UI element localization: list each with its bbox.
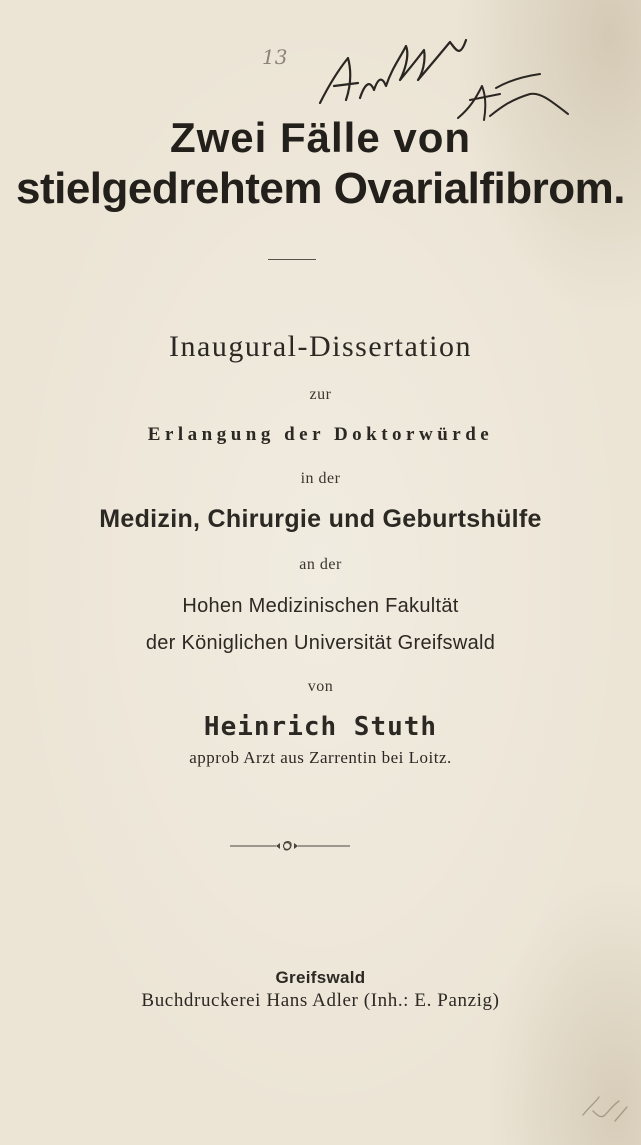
imprint-city: Greifswald bbox=[275, 968, 366, 987]
an-der-text: an der bbox=[299, 556, 342, 573]
faculty-name: Hohen Medizinischen Fakultät bbox=[182, 595, 459, 617]
von-text: von bbox=[307, 678, 334, 695]
zur-text: zur bbox=[309, 386, 332, 403]
author-description: approb Arzt aus Zarrentin bei Loitz. bbox=[189, 748, 452, 767]
university-name: der Königlichen Universität Greifswald bbox=[145, 632, 496, 654]
title-line-2: stielgedrehtem Ovarialfibrom. bbox=[15, 164, 626, 213]
pencil-scribble-icon bbox=[575, 1085, 635, 1130]
erlangung-text: Erlangung der Doktorwürde bbox=[147, 424, 494, 445]
handwritten-signature-icon bbox=[300, 28, 580, 128]
ornamental-divider-icon bbox=[230, 840, 350, 852]
title-line-1: Zwei Fälle von bbox=[169, 114, 472, 161]
faculties-text: Medizin, Chirurgie und Geburtshülfe bbox=[99, 505, 542, 533]
dissertation-heading: Inaugural-Dissertation bbox=[169, 330, 472, 363]
title-divider bbox=[268, 259, 316, 260]
imprint-printer: Buchdruckerei Hans Adler (Inh.: E. Panzig) bbox=[141, 990, 500, 1011]
author-name: Heinrich Stuth bbox=[203, 712, 438, 742]
in-der-text: in der bbox=[300, 470, 341, 487]
handwritten-number-text: 13 bbox=[262, 45, 288, 69]
